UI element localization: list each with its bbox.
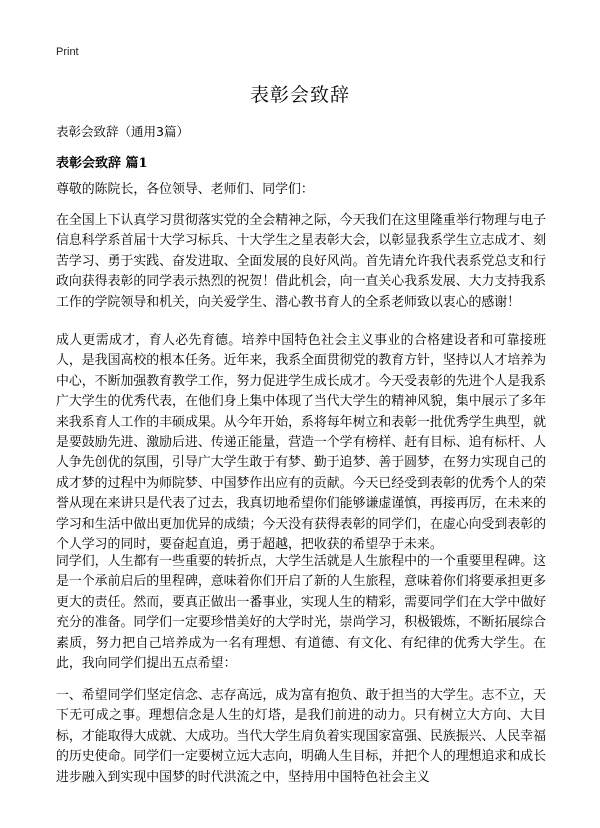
greeting-line: 尊敬的陈院长，各位领导、老师们、同学们：	[56, 182, 314, 197]
paragraph-3: 同学们，人生都有一些重要的转折点，大学生活就是人生旅程中的一个重要里程碑。这是一个承前启后的里程碑，意味着你们开启了新的人生旅程，意味着你们将要承担更多更大的责任。然而，要真正做出一番事业，实现人生的精彩，需要同学们在大学中做好充分的准备。同学们一定要珍惜美好的大学时光，崇尚学习，积极锻炼，不断拓展综合素质，努力把自己培养成为一名有理想、有道德、有文化、有纪律的优秀大学生。在此，我向同学们提出五点希望：	[56, 554, 546, 672]
paragraph-1: 在全国上下认真学习贯彻落实党的全会精神之际，今天我们在这里隆重举行物理与电子信息科学系首届十大学习标兵、十大学生之星表彰大会，以彰显我系学生立志成才、刻苦学习、勇于实践、奋发进取、全面发展的良好风尚。首先请允许我代表系党总支和行政向获得表彰的同学表示热烈的祝贺！借此机会，向一直关心我系发展、大力支持我系工作的学院领导和机关，向关爱学生、潜心教书育人的全系老师致以衷心的感谢！	[56, 213, 546, 310]
document-subtitle: 表彰会致辞（通用3篇）	[56, 124, 189, 139]
document-title: 表彰会致辞	[249, 84, 350, 106]
paragraph-2: 成人更需成才，育人必先育德。培养中国特色社会主义事业的合格建设者和可靠接班人，是我国高校的根本任务。近年来，我系全面贯彻党的教育方针，坚持以人才培养为中心，不断加强教育教学工作，努力促进学生成长成才。今天受表彰的先进个人是我系广大学生的优秀代表，在他们身上集中体现了当代大学生的精神风貌，集中展示了多年来我系育人工作的丰硕成果。从今年开始，系将每年树立和表彰一批优秀学生典型，就是要鼓励先进、激励后进、传递正能量，营造一个学有榜样、赶有目标、追有标杆、人人争先创优的氛围，引导广大学生敢于有梦、勤于追梦、善于圆梦，在努力实现自己的成才梦的过程中为师院梦、中国梦作出应有的贡献。今天已经受到表彰的优秀个人的荣誉从现在来讲只是代表了过去，我真切地希望你们能够谦虚谨慎，再接再厉，在未来的学习和生活中做出更加优异的成绩；今天没有获得表彰的同学们，在虚心向受到表彰的个人学习的同时，要奋起直追，勇于超越，把收获的希望孕于未来。	[56, 333, 546, 553]
print-label: Print	[56, 46, 79, 58]
section-heading: 表彰会致辞 篇1	[56, 156, 148, 171]
paragraph-4: 一、希望同学们坚定信念、志存高远，成为富有抱负、敢于担当的大学生。志不立，天下无可成之事。理想信念是人生的灯塔，是我们前进的动力。只有树立大方向、大目标，才能取得大成就、大成功。当代大学生肩负着实现国家富强、民族振兴、人民幸福的历史使命。同学们一定要树立远大志向，明确人生目标，并把个人的理想追求和成长进步融入到实现中国梦的时代洪流之中，坚持用中国特色社会主义	[56, 688, 546, 785]
